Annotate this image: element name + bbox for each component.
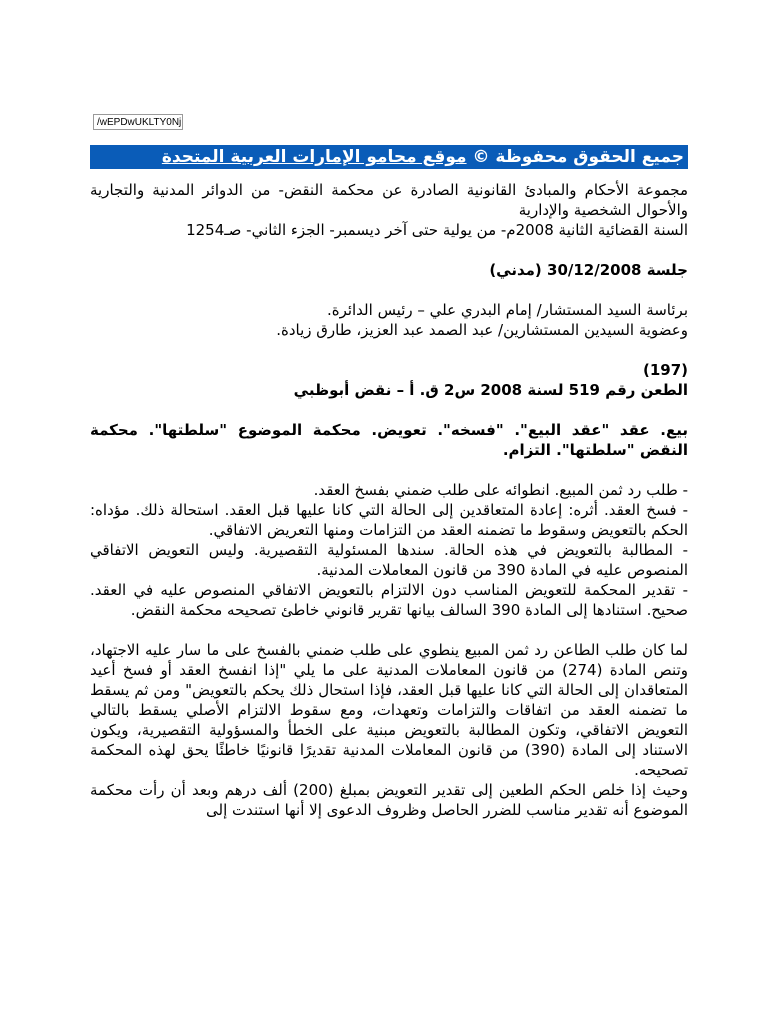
copyright-text: جميع الحقوق محفوظة © bbox=[466, 147, 684, 167]
panel-chair: برئاسة السيد المستشار/ إمام البدري علي – رئيس الدائرة. bbox=[326, 301, 688, 319]
principle-item: - المطالبة بالتعويض في هذه الحالة. سندها المسئولية التقصيرية. وليس التعويض الاتفاقي المنصوص عليه في المادة 390 من قانون المعاملات المدنية. bbox=[90, 541, 688, 579]
panel-paragraph bbox=[90, 300, 688, 340]
intro-paragraph bbox=[90, 180, 688, 240]
site-link[interactable]: موقع محامو الإمارات العربية المتحدة bbox=[161, 147, 467, 167]
panel-members: وعضوية السيدين المستشارين/ عبد الصمد عبد العزيز، طارق زيادة. bbox=[276, 321, 688, 339]
case-title: الطعن رقم 519 لسنة 2008 س2 ق. أ – نقض أبوظبي bbox=[293, 381, 688, 399]
case-heading bbox=[90, 360, 688, 400]
principle-item: - طلب رد ثمن المبيع. انطوائه على طلب ضمني بفسخ العقد. bbox=[313, 481, 688, 499]
body-paragraph: وحيث إذا خلص الحكم الطعين إلى تقدير التعويض بمبلغ (200) ألف درهم وبعد أن رأت محكمة الموضوع أنه تقدير مناسب للضرر الحاصل وظروف الدعوى إلا أنها استندت إلى bbox=[90, 781, 688, 819]
copyright-banner bbox=[90, 145, 688, 169]
viewstate-field: /wEPDwUKLTY0Nj bbox=[93, 114, 183, 130]
volume-info: السنة القضائية الثانية 2008م- من يولية حتى آخر ديسمبر- الجزء الثاني- صـ1254 bbox=[186, 221, 688, 239]
principles-list bbox=[90, 480, 688, 620]
document-body bbox=[90, 180, 688, 820]
case-number: (197) bbox=[642, 361, 688, 379]
keywords: بيع. عقد "عقد البيع". "فسخه". تعويض. محكمة الموضوع "سلطتها". محكمة النقض "سلطتها". التزام. bbox=[90, 421, 688, 459]
principle-item: - فسخ العقد. أثره: إعادة المتعاقدين إلى الحالة التي كانا عليها قبل العقد. استحالة ذلك. مؤداه: الحكم بالتعويض وسقوط ما تضمنه العقد من التزامات ومنها التعريض الاتفاقي. bbox=[90, 501, 688, 539]
session-heading: جلسة 30/12/2008 (مدني) bbox=[489, 261, 688, 279]
body-paragraph: لما كان طلب الطاعن رد ثمن المبيع ينطوي على طلب ضمني بالفسخ على ما سار عليه الاجتهاد، وتنص المادة (274) من قانون المعاملات المدنية على ما يلي "إذا انفسخ العقد أو فسخ أعيد المتعاقدان إلى الحالة التي كانا عليها قبل العقد، فإذا استحال ذلك يحكم بالتعويض" ومن ثم يسقط ما تضمنه العقد من اتفاقات والتزامات وتعهدات، ومع سقوط الالتزام الأصلي يسقط بالتالي التعويض الاتفاقي، وتكون المطالبة بالتعويض مبنية على الخطأ والمسؤولية التقصيرية، ويكون الاستناد إلى المادة (390) من قانون المعاملات المدنية تقديرًا قانونيًا خاطئًا يحق لهذه المحكمة تصحيحه. bbox=[90, 641, 688, 779]
principle-item: - تقدير المحكمة للتعويض المناسب دون الالتزام بالتعويض الاتفاقي المنصوص عليه في العقد. صحيح. استنادها إلى المادة 390 السالف بيانها تقرير قانوني خاطئ تصحيحه محكمة النقض. bbox=[90, 581, 688, 619]
collection-title: مجموعة الأحكام والمبادئ القانونية الصادرة عن محكمة النقض- من الدوائر المدنية والتجارية والأحوال الشخصية والإدارية bbox=[90, 181, 688, 219]
